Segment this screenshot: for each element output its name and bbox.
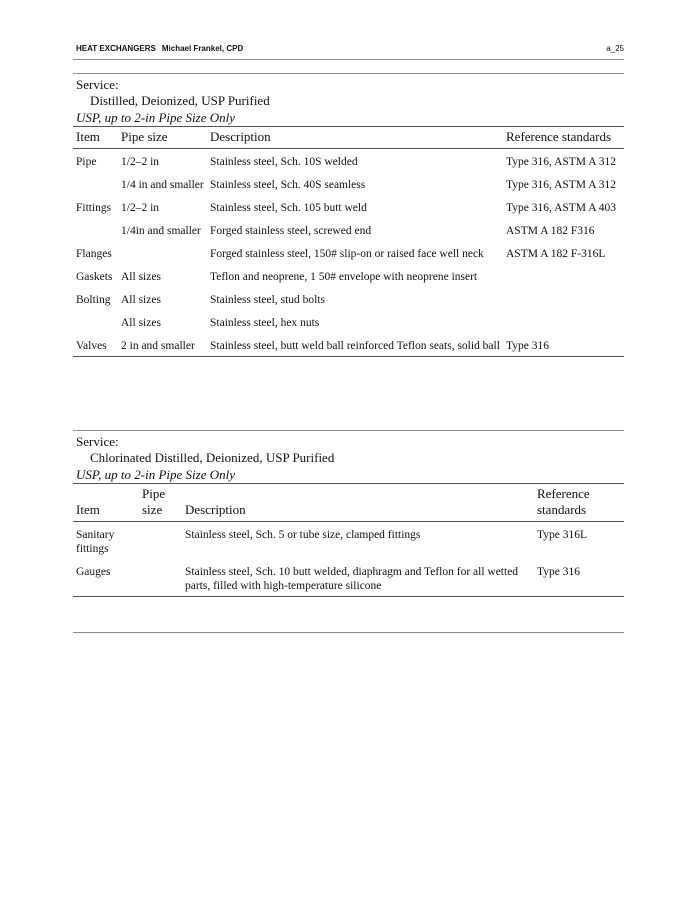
cell-desc: Stainless steel, butt weld ball reinforced Teflon seats, solid ball (207, 333, 503, 357)
table-row (73, 218, 624, 241)
cell-item: Gaskets (76, 271, 113, 283)
cell-size: 1/4 in and smaller (121, 179, 204, 191)
table1-col-desc: Description (207, 127, 503, 149)
cell-desc: Stainless steel, Sch. 5 or tube size, clamped fittings (185, 529, 421, 541)
cell-item: Gauges (73, 559, 139, 597)
cell-desc: Stainless steel, Sch. 105 butt weld (210, 202, 367, 214)
table1-section (76, 77, 624, 357)
cell-desc: Teflon and neoprene, 1 50# envelope with neoprene insert (210, 271, 478, 283)
section1-top-rule (73, 73, 624, 74)
cell-size (139, 559, 182, 597)
cell-ref (503, 287, 624, 310)
table1-col-ref: Reference standards (503, 127, 624, 149)
table2-section (76, 434, 624, 597)
cell-size: 1/2–2 in (121, 202, 160, 214)
cell-ref: Type 316L (537, 529, 587, 541)
cell-size: All sizes (121, 271, 161, 283)
cell-desc: Forged stainless steel, 150# slip-on or raised face well neck (210, 248, 484, 260)
table-row (73, 310, 624, 333)
table1-service-label: Service: (76, 77, 119, 92)
table-row (73, 149, 624, 173)
section2-top-rule (73, 430, 624, 431)
table-row (73, 195, 624, 218)
page-id: a_25 (606, 44, 624, 53)
cell-size (139, 522, 182, 560)
table-row (73, 241, 624, 264)
cell-desc: Stainless steel, stud bolts (210, 294, 325, 306)
cell-ref: Type 316 (503, 333, 624, 357)
table2-col-desc: Description (182, 484, 534, 522)
cell-item (73, 172, 118, 195)
cell-item: Pipe (76, 156, 97, 168)
cell-size: 1/2–2 in (121, 156, 160, 168)
table1 (73, 126, 624, 357)
cell-ref (503, 310, 624, 333)
table-row (73, 522, 624, 560)
cell-desc: Forged stainless steel, screwed end (210, 225, 372, 237)
cell-item: Valves (73, 333, 118, 357)
header-rule (73, 59, 624, 60)
cell-desc: Stainless steel, Sch. 10 butt welded, diaphragm and Teflon for all wetted parts, filled with high-temperature silicone (182, 559, 534, 597)
cell-size: 2 in and smaller (118, 333, 207, 357)
cell-ref: Type 316, ASTM A 312 (506, 156, 617, 168)
cell-ref: Type 316, ASTM A 312 (506, 179, 617, 191)
table2-subtitle: USP, up to 2-in Pipe Size Only (76, 467, 235, 482)
table2 (73, 483, 624, 597)
cell-desc: Stainless steel, hex nuts (210, 317, 320, 329)
header-title: HEAT EXCHANGERS (76, 44, 156, 53)
cell-ref: Type 316, ASTM A 403 (506, 202, 617, 214)
cell-size: All sizes (121, 294, 161, 306)
cell-ref: ASTM A 182 F-316L (506, 248, 606, 260)
table1-header-row (73, 127, 624, 149)
table2-col-ref: Reference standards (534, 484, 624, 522)
cell-item: Bolting (76, 294, 111, 306)
table1-col-item: Item (73, 127, 118, 149)
cell-size: 1/4in and smaller (121, 225, 201, 237)
cell-ref: ASTM A 182 F316 (506, 225, 595, 237)
table1-col-size: Pipe size (118, 127, 207, 149)
cell-desc: Stainless steel, Sch. 40S seamless (210, 179, 366, 191)
cell-item: Fittings (76, 202, 112, 214)
table1-service-value: Distilled, Deionized, USP Purified (90, 93, 270, 108)
table-row (73, 287, 624, 310)
table-row (73, 264, 624, 287)
table1-subtitle: USP, up to 2-in Pipe Size Only (76, 110, 235, 125)
cell-size (118, 241, 207, 264)
cell-desc: Stainless steel, Sch. 10S welded (210, 156, 358, 168)
table-row (73, 172, 624, 195)
cell-item: Sanitary fittings (76, 529, 115, 555)
cell-size: All sizes (121, 317, 161, 329)
footer-rule (73, 632, 624, 633)
table2-header-row (73, 484, 624, 522)
running-header (76, 44, 624, 58)
cell-item (73, 310, 118, 333)
table-row (73, 559, 624, 597)
table2-col-size: Pipe size (139, 484, 182, 522)
header-left (76, 44, 243, 53)
cell-item: Flanges (76, 248, 112, 260)
table2-service-value: Chlorinated Distilled, Deionized, USP Purified (90, 450, 335, 465)
cell-ref: Type 316 (534, 559, 624, 597)
table2-service-label: Service: (76, 434, 119, 449)
header-author: Michael Frankel, CPD (161, 44, 244, 53)
table2-col-item: Item (73, 484, 139, 522)
table-row (73, 333, 624, 357)
cell-item (73, 218, 118, 241)
